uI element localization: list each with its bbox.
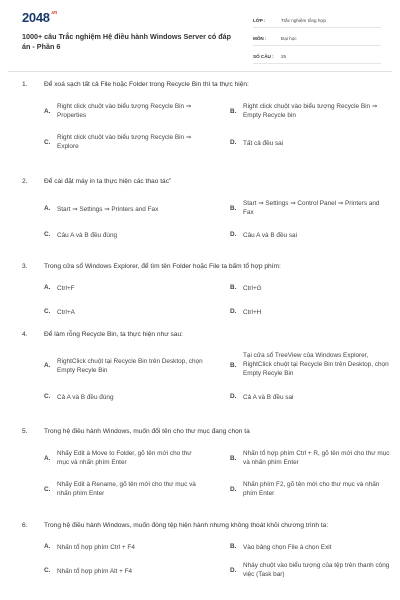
option-text: Nhấy Edit à Rename, gõ tên mới cho thư mục và nhấn phím Enter: [57, 480, 196, 497]
logo-suffix: .vn: [50, 10, 58, 16]
page-header: [0, 0, 400, 70]
question-3: [22, 262, 384, 322]
option-letter: B.: [230, 361, 237, 369]
option-letter: B.: [230, 542, 237, 550]
option-row: [22, 199, 384, 221]
logo-text: 2048: [22, 10, 50, 25]
meta-row-subject: [253, 31, 381, 46]
option-text: Nháy chuột vào biểu tượng của tệp trên thanh công việc (Task bar): [243, 561, 390, 578]
question-prompt: Để cài đặt máy in ta thực hiện các thao tác”: [44, 178, 172, 185]
option-letter: C.: [44, 230, 51, 238]
option-text: Tại cửa sổ TreeView của Windows Explorer, RightClick chuột tại Recycle Bin trên Desktop, chọn Empty Recyle Bin: [243, 351, 389, 377]
meta-value: Đại học: [281, 35, 297, 41]
option-letter: D.: [230, 230, 237, 238]
option-text: Câu A và B đều sai: [243, 231, 298, 239]
question-prompt: Trong hệ điều hành Windows, muốn đóng tệp hiện hành nhưng không thoát khỏi chương trình ta:: [44, 522, 329, 529]
question-2: [22, 177, 384, 245]
option-row: [22, 229, 384, 245]
option-text: Nhấn tổ hợp phím Alt + F4: [57, 567, 133, 575]
option-text: Ctrl+G: [243, 284, 262, 292]
site-logo[interactable]: [22, 10, 57, 25]
question-text: [22, 262, 384, 272]
question-prompt: Để làm rỗng Recycle Bin, ta thực hiện như sau:: [44, 331, 183, 338]
option-row: [22, 282, 384, 298]
meta-label: SỐ CÂU :: [253, 53, 274, 59]
option-row: [22, 391, 384, 407]
meta-value: Trắc nghiệm tổng hợp: [281, 17, 326, 23]
option-row: [22, 480, 384, 502]
option-letter: A.: [44, 542, 51, 550]
option-letter: A.: [44, 283, 51, 291]
question-prompt: Trong cửa sổ Windows Explorer, để tìm tên Folder hoặc File ta bấm tổ hợp phím:: [44, 263, 281, 270]
option-text: Tất cả đều sai: [243, 139, 284, 147]
option-text: Ctrl+F: [57, 284, 75, 292]
option-letter: D.: [230, 307, 237, 315]
option-text: Right click chuột vào biểu tượng Recycle Bin ⇒ Empty Recycle bin: [243, 102, 378, 119]
question-number: 2.: [22, 178, 28, 185]
option-letter: D.: [230, 138, 237, 146]
option-text: Vào bảng chọn File à chọn Exit: [243, 543, 332, 551]
option-letter: D.: [230, 566, 237, 574]
meta-value: 25: [281, 53, 287, 59]
option-row: [22, 133, 384, 155]
option-letter: D.: [230, 485, 237, 493]
option-row: [22, 102, 384, 124]
question-number: 6.: [22, 522, 28, 529]
option-row: [22, 541, 384, 557]
option-text: RightClick chuột tại Recycle Bin trên Desktop, chọn Empty Recyle Bin: [57, 357, 203, 374]
question-text: [22, 177, 384, 187]
question-5: [22, 427, 390, 502]
option-letter: B.: [230, 107, 237, 115]
question-number: 4.: [22, 331, 28, 338]
option-letter: A.: [44, 204, 51, 212]
option-letter: D.: [230, 392, 237, 400]
option-letter: A.: [44, 454, 51, 462]
option-row: [22, 449, 390, 471]
question-1: [22, 80, 384, 155]
option-text: Ctrl+A: [57, 308, 75, 316]
option-letter: A.: [44, 361, 51, 369]
option-letter: B.: [230, 204, 237, 212]
option-row: [22, 306, 384, 322]
meta-label: MÔN :: [253, 35, 267, 41]
option-letter: C.: [44, 307, 51, 315]
question-number: 3.: [22, 263, 28, 270]
option-text: Start ⇒ Settings ⇒ Printers and Fax: [57, 205, 159, 213]
question-text: [22, 330, 384, 340]
option-text: Nhấy Edit à Move to Folder, gõ tên mới cho thư mục và nhấn phím Enter: [57, 449, 192, 466]
question-text: [22, 427, 384, 437]
question-prompt: Để xoá sạch tất cả File hoặc Folder trong Recycle Bin thì ta thực hiện:: [44, 81, 249, 88]
option-text: Nhấn tổ hợp phím Ctrl + F4: [57, 543, 135, 551]
option-text: Right click chuột vào biểu tượng Recycle Bin ⇒ Properties: [57, 102, 192, 119]
option-text: Ctrl+H: [243, 308, 262, 316]
option-letter: C.: [44, 138, 51, 146]
option-text: Cả A và B đều sai: [243, 393, 294, 401]
question-prompt: Trong hệ điều hành Windows, muốn đổi tên cho thư mục đang chọn ta: [44, 428, 250, 435]
option-row: [22, 561, 390, 583]
meta-row-count: [253, 49, 381, 64]
option-text: Start ⇒ Settings ⇒ Control Panel ⇒ Printers and Fax: [243, 199, 380, 216]
option-letter: B.: [230, 454, 237, 462]
question-number: 5.: [22, 428, 28, 435]
option-text: Nhấn tổ hợp phím Ctrl + R, gõ tên mới cho thư mục và nhấn phím Enter: [243, 449, 390, 466]
option-text: Cả A và B đều đúng: [57, 393, 114, 401]
option-text: Câu A và B đều đúng: [57, 231, 118, 239]
meta-label: LỚP :: [253, 17, 266, 23]
document-meta: [253, 13, 381, 67]
option-letter: A.: [44, 107, 51, 115]
option-letter: C.: [44, 392, 51, 400]
option-letter: C.: [44, 485, 51, 493]
page-title: 1000+ câu Trắc nghiệm Hệ điều hành Windows Server có đáp án - Phần 6: [22, 32, 232, 51]
question-text: [22, 521, 384, 531]
option-text: Nhấn phím F2, gõ tên mới cho thư mục và nhấn phím Enter: [243, 480, 380, 497]
option-letter: C.: [44, 566, 51, 574]
question-text: [22, 80, 384, 90]
option-text: Right click chuột vào biểu tượng Recycle Bin ⇒ Explore: [57, 133, 192, 150]
question-4: [22, 330, 389, 407]
meta-row-class: [253, 13, 381, 28]
question-6: [22, 521, 390, 583]
header-divider: [8, 71, 392, 72]
option-row: [22, 351, 389, 383]
option-letter: B.: [230, 283, 237, 291]
question-number: 1.: [22, 81, 28, 88]
